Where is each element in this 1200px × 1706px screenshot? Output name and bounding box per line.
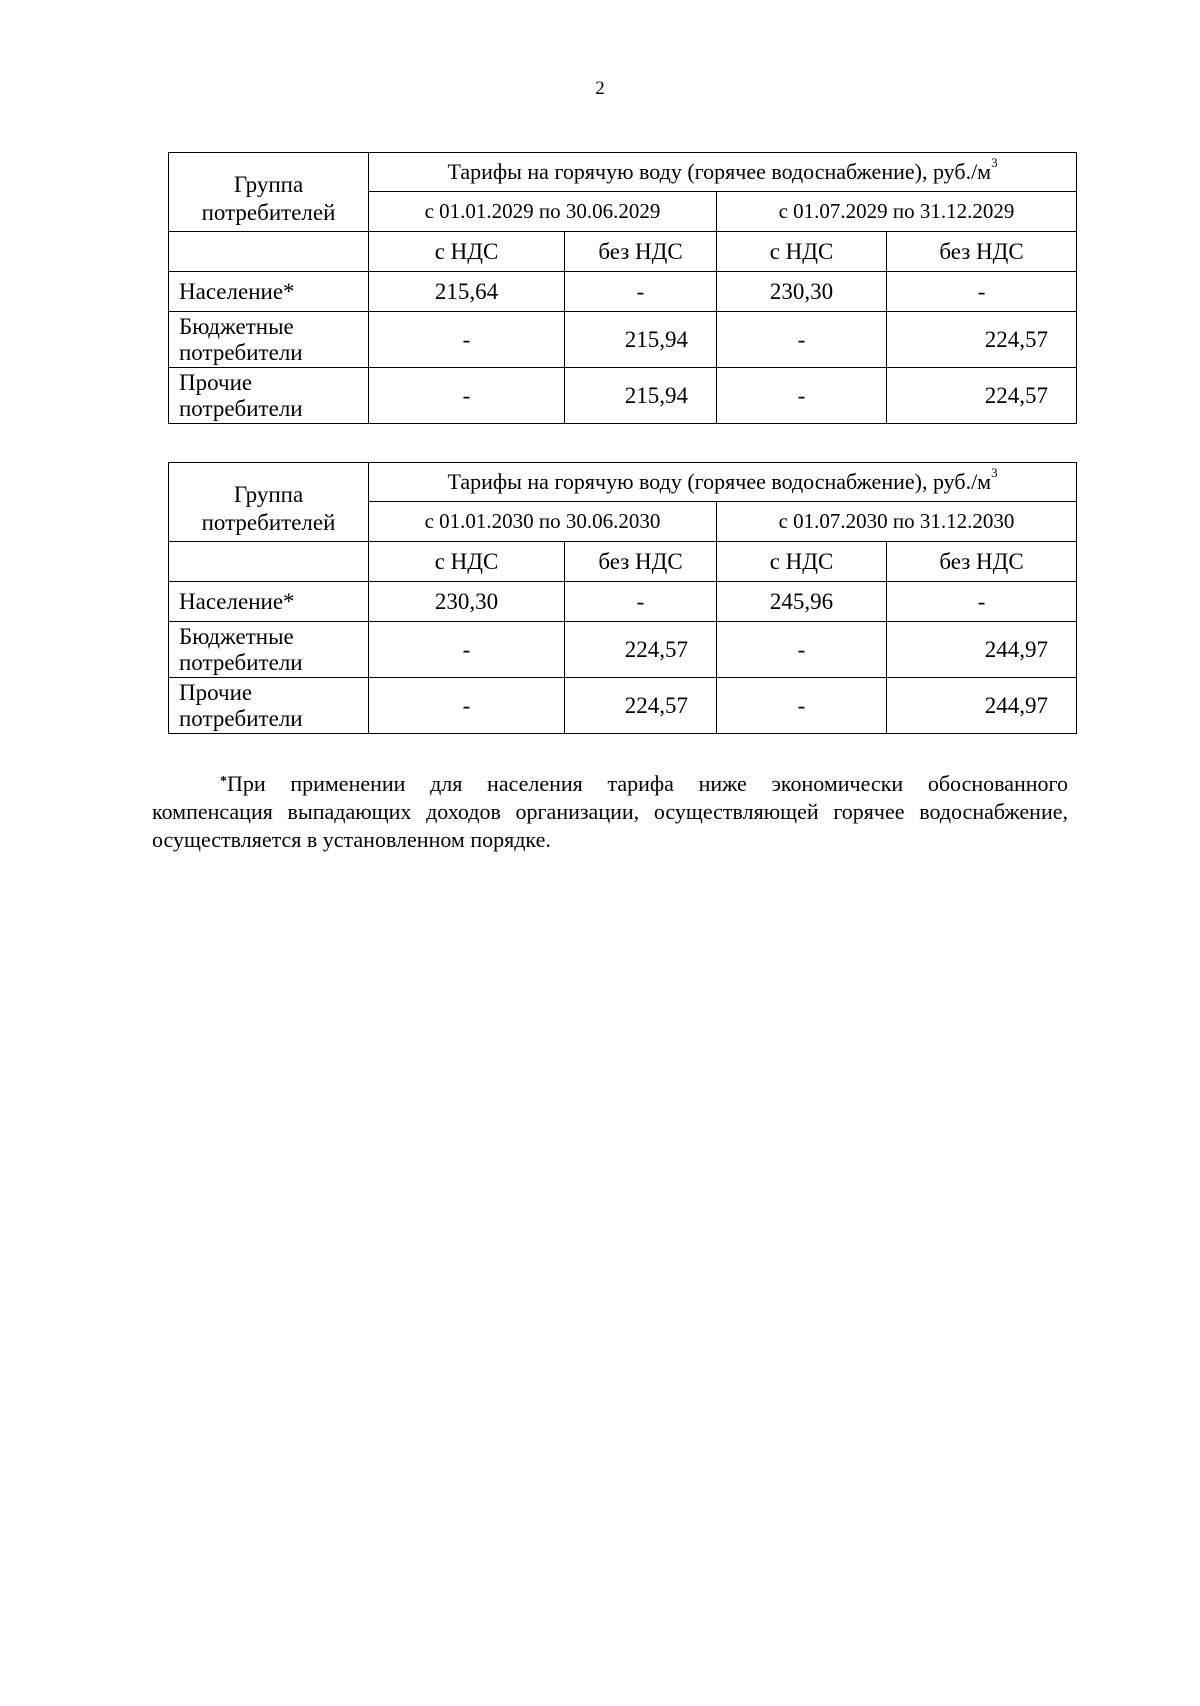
table-title xyxy=(369,463,1077,502)
value-cell: - xyxy=(717,368,887,424)
value-cell: - xyxy=(369,368,565,424)
category-cell: Население* xyxy=(169,582,369,622)
period-header-1: с 01.01.2029 по 30.06.2029 xyxy=(369,192,717,232)
value-cell: 244,97 xyxy=(887,622,1077,678)
table-title xyxy=(369,153,1077,192)
value-cell: 215,64 xyxy=(369,272,565,312)
footnote-line1: При применении для населения тарифа ниже экономически обоснованного xyxy=(227,771,1068,796)
value-cell: 230,30 xyxy=(717,272,887,312)
table-row xyxy=(169,678,1077,734)
footnote-mark: * xyxy=(220,774,227,789)
value-cell: - xyxy=(565,582,717,622)
value-cell: 230,30 xyxy=(369,582,565,622)
period-header-2: с 01.07.2029 по 31.12.2029 xyxy=(717,192,1077,232)
empty-header-cell xyxy=(169,542,369,582)
table-row xyxy=(169,368,1077,424)
group-header: Группа потребителей xyxy=(169,153,369,232)
table-title-text: Тарифы на горячую воду (горячее водоснабжение), руб./м xyxy=(447,468,992,494)
value-cell: - xyxy=(717,312,887,368)
value-cell: - xyxy=(717,622,887,678)
table-title-sup: 3 xyxy=(991,464,998,480)
vat-label: с НДС xyxy=(717,232,887,272)
vat-label: с НДС xyxy=(717,542,887,582)
period-header-2: с 01.07.2030 по 31.12.2030 xyxy=(717,502,1077,542)
group-header: Группа потребителей xyxy=(169,463,369,542)
footnote xyxy=(152,770,1068,854)
value-cell: 245,96 xyxy=(717,582,887,622)
vat-label: без НДС xyxy=(887,542,1077,582)
category-cell: Население* xyxy=(169,272,369,312)
table-row xyxy=(169,272,1077,312)
empty-header-cell xyxy=(169,232,369,272)
value-cell: 215,94 xyxy=(565,312,717,368)
vat-label: без НДС xyxy=(565,232,717,272)
value-cell: - xyxy=(369,678,565,734)
page-number: 2 xyxy=(595,78,605,99)
table-row xyxy=(169,582,1077,622)
footnote-rest: компенсация выпадающих доходов организации, осуществляющей горячее водоснабжение, осуществляется в установленном порядке. xyxy=(152,799,1068,852)
vat-label: с НДС xyxy=(369,232,565,272)
value-cell: 224,57 xyxy=(565,622,717,678)
table-title-text: Тарифы на горячую воду (горячее водоснабжение), руб./м xyxy=(447,158,992,184)
value-cell: 215,94 xyxy=(565,368,717,424)
vat-label: с НДС xyxy=(369,542,565,582)
value-cell: - xyxy=(887,582,1077,622)
category-cell: Прочие потребители xyxy=(169,678,369,734)
category-cell: Прочие потребители xyxy=(169,368,369,424)
value-cell: - xyxy=(887,272,1077,312)
tariff-table-2030 xyxy=(168,462,1077,734)
table-row xyxy=(169,312,1077,368)
vat-label: без НДС xyxy=(565,542,717,582)
value-cell: 244,97 xyxy=(887,678,1077,734)
period-header-1: с 01.01.2030 по 30.06.2030 xyxy=(369,502,717,542)
value-cell: 224,57 xyxy=(565,678,717,734)
vat-label: без НДС xyxy=(887,232,1077,272)
table-row xyxy=(169,622,1077,678)
value-cell: - xyxy=(717,678,887,734)
value-cell: - xyxy=(565,272,717,312)
category-cell: Бюджетные потребители xyxy=(169,622,369,678)
value-cell: - xyxy=(369,622,565,678)
table-title-sup: 3 xyxy=(991,154,998,170)
value-cell: 224,57 xyxy=(887,368,1077,424)
category-cell: Бюджетные потребители xyxy=(169,312,369,368)
value-cell: 224,57 xyxy=(887,312,1077,368)
tariff-table-2029 xyxy=(168,152,1077,424)
footnote-first-line xyxy=(152,770,1068,798)
value-cell: - xyxy=(369,312,565,368)
